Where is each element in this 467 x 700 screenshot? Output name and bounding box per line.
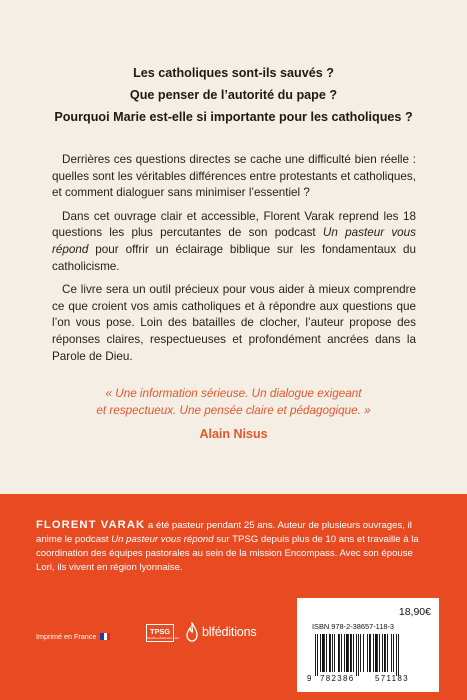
barcode-digits-group-2: 571183 <box>375 674 409 682</box>
blf-editions-logo <box>185 622 257 642</box>
barcode-bar <box>341 634 342 672</box>
quote-text <box>40 385 427 419</box>
back-cover-questions <box>0 62 467 128</box>
barcode-digits-group-1: 782386 <box>320 674 355 682</box>
question-2: Que penser de l’autorité du pape ? <box>129 88 338 102</box>
printed-label: Imprimé en France <box>36 632 97 641</box>
quote-line-2: et respectueux. Une pensée claire et pédagogique. » <box>96 404 371 417</box>
barcode-bar <box>329 634 331 672</box>
barcode-bar <box>384 634 386 672</box>
barcode-bar <box>320 634 321 672</box>
barcode-bar <box>358 634 359 676</box>
bio-text-1: a été pasteur pendant 25 ans. Auteur de plusieurs ouvrages, il anime le podcast <box>36 520 412 545</box>
tpsg-logo <box>146 624 180 642</box>
barcode-bar <box>356 634 357 676</box>
quote-author: Alain Nisus <box>199 427 268 441</box>
endorsement-quote <box>40 385 427 441</box>
quote-line-1: « Une information sérieuse. Un dialogue exigeant <box>105 387 362 400</box>
barcode-bar <box>369 634 371 672</box>
barcode-bar <box>393 634 394 672</box>
barcode-bar <box>344 634 345 672</box>
barcode-bars <box>315 634 399 676</box>
barcode-bar <box>363 634 364 672</box>
isbn: ISBN 978-2-38657-118-3 <box>312 622 395 631</box>
barcode-bar <box>387 634 388 672</box>
barcode-bar <box>315 634 316 676</box>
author-band <box>0 494 467 700</box>
barcode-bar <box>373 634 374 672</box>
barcode-bar <box>317 634 318 676</box>
barcode-bar <box>367 634 368 672</box>
paragraph-2-after: pour offrir un éclairage biblique sur les fondamentaux du catholicisme. <box>52 242 416 273</box>
description-paragraph-3: Ce livre sera un outil précieux pour vous aider à mieux comprendre ce que croient vos amis catholiques et à répondre aux questions que l’on vous pose. Loin des batailles de clocher, l’auteur propose des réponses claires, respectueuses et profondément ancrées dans la Parole de Dieu. <box>52 283 416 363</box>
barcode-digit-first: 9 <box>307 674 312 682</box>
bio-podcast-title: Un pasteur vous répond <box>111 534 214 545</box>
barcode-bar <box>322 634 325 672</box>
barcode-bar <box>326 634 327 672</box>
printed-in-france <box>36 632 110 641</box>
question-1: Les catholiques sont-ils sauvés ? <box>133 66 334 80</box>
barcode-bar <box>391 634 392 672</box>
barcode-bar <box>334 634 335 672</box>
france-flag-icon <box>100 633 110 640</box>
description-text <box>52 152 416 372</box>
author-name: FLORENT VARAK <box>36 519 146 531</box>
barcode <box>307 634 431 682</box>
tpsg-logo-text: TPSG <box>149 627 171 636</box>
barcode-bar <box>398 634 399 676</box>
paragraph-2-before: Dans cet ouvrage clair et accessible, Florent Varak reprend les 18 questions les plus percutantes de son podcast <box>52 209 416 240</box>
author-bio <box>36 518 432 575</box>
tpsg-logo-subtext: ToutPourSaGloire.com <box>147 636 180 640</box>
barcode-bar <box>346 634 349 672</box>
barcode-bar <box>375 634 378 672</box>
barcode-bar <box>379 634 380 672</box>
barcode-bar <box>382 634 383 672</box>
barcode-bar <box>353 634 354 672</box>
barcode-bar <box>396 634 397 676</box>
podcast-title: Un pasteur vous répond <box>52 226 417 256</box>
barcode-bar <box>360 634 361 672</box>
price: 18,90€ <box>398 606 431 618</box>
question-3: Pourquoi Marie est-elle si importante pour les catholiques ? <box>54 110 413 124</box>
bio-text-2: sur TPSG depuis plus de 10 ans et travaille à la coordination des équipes pastorales au sein de la mission Encompass. Avec son épouse Lori, ils vivent en région lyonnaise. <box>36 534 419 573</box>
barcode-bar <box>350 634 352 672</box>
publisher-name: blféditions <box>202 625 257 639</box>
barcode-bar <box>338 634 340 672</box>
price-barcode-box <box>297 598 439 692</box>
blf-flame-icon <box>185 622 199 642</box>
description-paragraph-1: Derrières ces questions directes se cache une difficulté bien réelle : quelles sont les véritables différences entre protestants et catholiques, et comment dialoguer sans minimiser l’essentiel ? <box>52 153 416 200</box>
description-paragraph-2 <box>52 209 416 275</box>
barcode-bar <box>332 634 333 672</box>
